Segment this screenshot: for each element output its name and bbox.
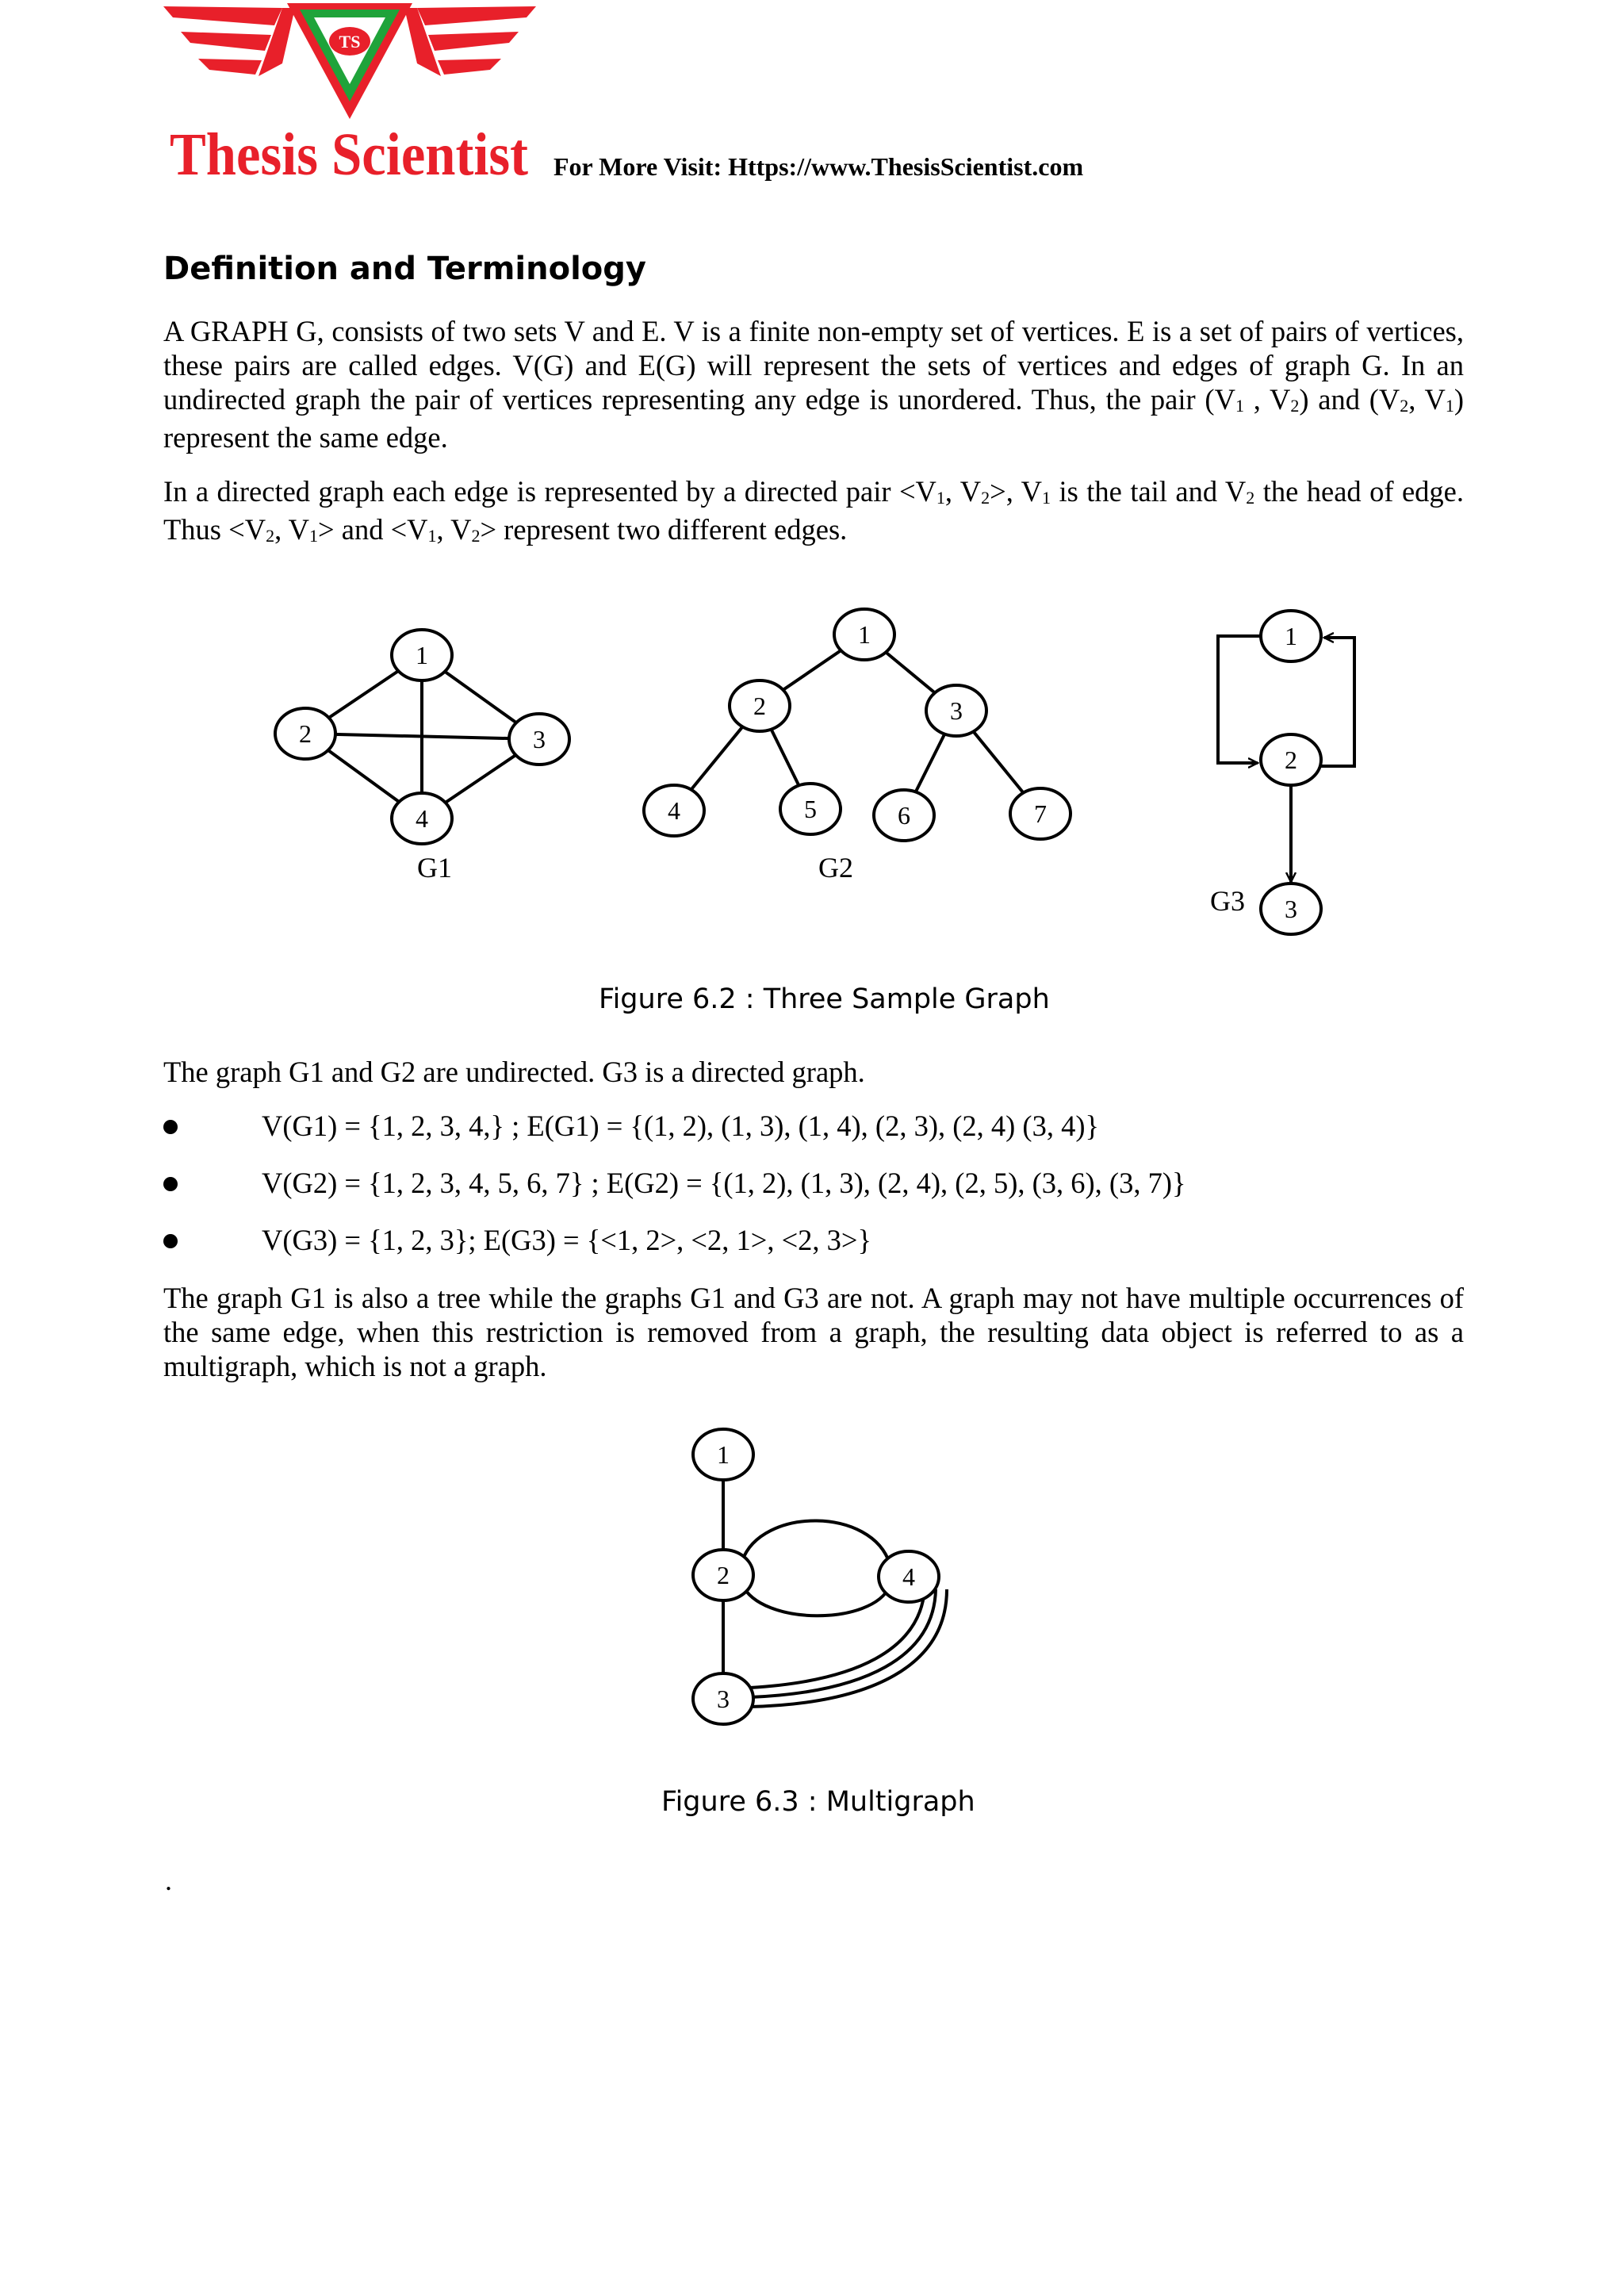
bullet-icon [163,1120,178,1134]
figure-three-sample-graphs [0,587,1624,960]
paragraph-multigraph: The graph G1 is also a tree while the graphs G1 and G3 are not. A graph may not have multiple occurrences of the same edge, when this restriction is removed from a graph, the resulting data object is referred to as a multigraph, which is not a graph. [163,1282,1464,1382]
paragraph-directed-graph: In a directed graph each edge is represented by a directed pair $<V_1$, $V_2>$, $V_1$ is the tail and $V_2$ the head of edge. Thus $<V_2$, $V_1>$ and $<V_1$, $V_2>$ represent two different edges. [163,475,1464,546]
g1-node-label: 3 [533,725,546,753]
multigraph-node-label: 2 [717,1561,730,1589]
graph-g2 [644,609,1071,841]
visit-link[interactable]: For More Visit: Https://www.ThesisScientist.com [553,152,1084,181]
section-title: Definition and Terminology [163,251,646,287]
svg-text:TS: TS [339,32,361,52]
g2-label: G2 [818,852,853,884]
paragraph-undirected-note: The graph G1 and G2 are undirected. G3 is a directed graph. [163,1056,865,1088]
triangle-emblem-icon [287,3,412,119]
right-wing-icon [404,6,536,76]
list-item [163,1109,1464,1166]
multigraph-node-label: 3 [717,1685,730,1713]
figure-caption: Figure 6.3 : Multigraph [661,1786,975,1818]
multigraph-node-label: 1 [717,1440,730,1469]
g3-node-label: 3 [1285,895,1297,923]
g2-node-label: 2 [753,692,766,720]
left-wing-icon [163,6,295,76]
g2-node-label: 7 [1034,799,1047,828]
g1-node-label: 2 [299,719,312,748]
g1-node-label: 4 [416,804,428,833]
g3-node-label: 2 [1285,746,1297,774]
figure-multigraph [0,1412,1624,1745]
trailing-mark: . [165,1865,172,1896]
list-item [163,1223,1464,1280]
g2-node-label: 4 [668,796,680,825]
thesis-scientist-logo [163,0,536,190]
g2-node-label: 1 [858,620,871,649]
g1-label: G1 [417,852,452,884]
brand-text: Thesis Scientist [170,121,528,188]
list-item-text: V(G3) = {1, 2, 3}; E(G3) = {<1, 2>, <2, 1>, <2, 3>} [262,1224,872,1256]
g3-label: G3 [1210,885,1245,917]
bullet-icon [163,1234,178,1248]
bullet-icon [163,1177,178,1191]
list-item-text: V(G1) = {1, 2, 3, 4,} ; E(G1) = {(1, 2), (1, 3), (1, 4), (2, 3), (2, 4) (3, 4)} [262,1110,1099,1142]
list-item [163,1166,1464,1223]
list-item-text: V(G2) = {1, 2, 3, 4, 5, 6, 7} ; E(G2) = {(1, 2), (1, 3), (2, 4), (2, 5), (3, 6), (3, 7)} [262,1167,1186,1199]
g3-node-label: 1 [1285,622,1297,650]
g2-node-label: 3 [950,696,963,725]
g2-node-label: 6 [898,801,910,830]
g1-node-label: 1 [416,641,428,669]
g2-node-label: 5 [804,795,817,823]
paragraph-graph-definition: A GRAPH G, consists of two sets V and E. V is a finite non-empty set of vertices. E is a set of pairs of vertices, these pairs are called edges. V(G) and E(G) will represent the sets of vertices and edges of graph G. In an undirected graph the pair of vertices representing any edge is unordered. Thus, the pair ($V_1$ , $V_2$) and ($V_2$, $V_1$) represent the same edge. [163,315,1465,454]
multigraph-node-label: 4 [902,1562,915,1591]
figure-caption: Figure 6.2 : Three Sample Graph [599,983,1050,1015]
bullet-list [163,1109,1464,1280]
